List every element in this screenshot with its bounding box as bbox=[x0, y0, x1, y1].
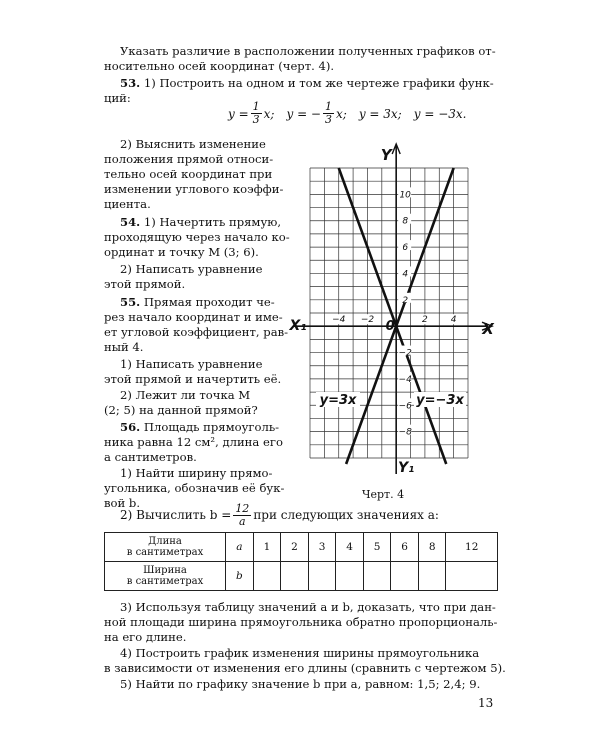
formula-2-lhs: y = − bbox=[286, 106, 321, 121]
task-56-after-3: на его длине. bbox=[104, 630, 187, 644]
table-cell bbox=[253, 562, 281, 591]
task-54-number: 54. bbox=[120, 215, 141, 229]
task-55-number: 55. bbox=[120, 295, 141, 309]
task-56-part2-pre: 2) Вычислить b = bbox=[120, 508, 232, 522]
y-tick-label: 6 bbox=[402, 243, 409, 254]
chart-grid bbox=[310, 168, 468, 458]
task-55-line-3: ет угловой коэффициент, рав- bbox=[104, 325, 289, 339]
table-cell: 1 bbox=[253, 533, 281, 562]
task-53-part2-line-5: циента. bbox=[104, 197, 151, 211]
task-56-line-2: ника равна 12 см², длина его bbox=[104, 435, 283, 449]
task-54-line-5: этой прямой. bbox=[104, 277, 186, 291]
task-55-text-1: Прямая проходит че- bbox=[143, 295, 275, 309]
task-55-line-4: ный 4. bbox=[104, 340, 144, 354]
table-row-width bbox=[105, 562, 498, 591]
y-tick-label: −6 bbox=[398, 401, 412, 412]
y-tick-label: 10 bbox=[399, 190, 411, 201]
x1-axis-label: X₁ bbox=[289, 318, 307, 335]
task-54-line-2: проходящую через начало ко- bbox=[104, 230, 290, 244]
origin-label: 0 bbox=[385, 319, 395, 335]
task-56-after-1: 3) Используя таблицу значений a и b, доказать, что при дан- bbox=[120, 600, 496, 614]
row-length-label-1: Длина bbox=[148, 536, 182, 547]
task-56-line-5: угольника, обозначив её бук- bbox=[104, 481, 285, 495]
task-55-line-2: рез начало координат и име- bbox=[104, 310, 283, 324]
formula-2-fraction bbox=[323, 101, 334, 126]
figure-caption: Черт. 4 bbox=[362, 488, 405, 501]
formula-2-numerator: 1 bbox=[325, 100, 332, 113]
row-length-label-2: в сантиметрах bbox=[126, 547, 204, 558]
task-56-after-5: в зависимости от изменения его длины (сравнить с чертежом 5). bbox=[104, 661, 506, 675]
task-54-line-3: ординат и точку M (3; 6). bbox=[104, 245, 259, 259]
task-53-line-1: 1) Построить на одном и том же чертеже графики функ- bbox=[143, 76, 494, 90]
task-56-line-4: 1) Найти ширину прямо- bbox=[120, 466, 273, 480]
chart-axes bbox=[294, 144, 492, 474]
table-cell: 8 bbox=[418, 533, 446, 562]
task-56-fraction-num: 12 bbox=[235, 501, 250, 515]
table-cell: 2 bbox=[281, 533, 309, 562]
page-number: 13 bbox=[478, 696, 494, 710]
x-tick-label: 4 bbox=[450, 315, 457, 326]
table-cell bbox=[446, 562, 498, 591]
y-tick-label: 4 bbox=[402, 269, 409, 280]
task-54-line-4: 2) Написать уравнение bbox=[120, 262, 263, 276]
row-width-label bbox=[105, 562, 226, 591]
task-55-line-6: этой прямой и начертить её. bbox=[104, 372, 282, 386]
intro-line-2: носительно осей координат (черт. 4). bbox=[104, 59, 335, 73]
task-53-part2-line-2: положения прямой относи- bbox=[104, 152, 274, 166]
task-53-line-2: ций: bbox=[104, 91, 131, 105]
row-width-var: b bbox=[226, 562, 254, 591]
task-56-fraction bbox=[233, 503, 251, 528]
x-tick-label: −2 bbox=[360, 315, 375, 326]
task-56-after-4: 4) Построить график изменения ширины прямоугольника bbox=[120, 646, 480, 660]
x-tick-label: −4 bbox=[332, 315, 346, 326]
formula-1-lhs: y = bbox=[228, 106, 249, 121]
task-56-part2 bbox=[120, 500, 439, 530]
task-55-line-5: 1) Написать уравнение bbox=[120, 357, 263, 371]
task-53-number: 53. bbox=[120, 76, 141, 90]
row-length-label bbox=[105, 533, 226, 562]
task-56-line-3: a сантиметров. bbox=[104, 450, 197, 464]
task-56-number: 56. bbox=[120, 420, 141, 434]
formula-2-denominator: 3 bbox=[325, 113, 332, 126]
y-tick-label: 8 bbox=[402, 216, 409, 227]
table-cell bbox=[336, 562, 364, 591]
formula-1-fraction bbox=[251, 101, 262, 126]
table-cell: 12 bbox=[446, 533, 498, 562]
y-axis-label: Y bbox=[380, 146, 392, 164]
task-56-text-1: Площадь прямоуголь- bbox=[143, 420, 280, 434]
table-cell bbox=[363, 562, 391, 591]
intro-line-1: Указать различие в расположении полученных графиков от- bbox=[120, 44, 496, 58]
table-cell: 6 bbox=[391, 533, 419, 562]
table-cell: 3 bbox=[308, 533, 336, 562]
table-cell: 4 bbox=[336, 533, 364, 562]
task-55-line-8: (2; 5) на данной прямой? bbox=[104, 403, 258, 417]
task-53-part2-line-3: тельно осей координат при bbox=[104, 167, 273, 181]
x-axis-label: X bbox=[482, 320, 494, 339]
row-length-var: a bbox=[226, 533, 254, 562]
row-width-label-1: Ширина bbox=[143, 565, 187, 576]
y-tick-label: −8 bbox=[398, 427, 412, 438]
task-56-after-2: ной площади ширина прямоугольника обратно пропорциональ- bbox=[104, 615, 498, 629]
table-row-length bbox=[105, 533, 498, 562]
formula-2-var: x; bbox=[336, 106, 347, 121]
task-56-line-6: вой b. bbox=[104, 496, 141, 510]
task-56-part2-post: при следующих значениях a: bbox=[253, 508, 439, 522]
task-56-after-6: 5) Найти по графику значение b при a, равном: 1,5; 2,4; 9. bbox=[120, 677, 481, 691]
task-53-heading bbox=[120, 76, 494, 90]
task-53-part2-line-1: 2) Выяснить изменение bbox=[120, 137, 266, 151]
figure-4-chart bbox=[288, 140, 500, 486]
task-53-part2-line-4: изменении углового коэффи- bbox=[104, 182, 284, 196]
table-cell bbox=[281, 562, 309, 591]
task-54-text-1: 1) Начертить прямую, bbox=[143, 215, 282, 229]
table-cell bbox=[308, 562, 336, 591]
formula-1-var: x; bbox=[263, 106, 275, 121]
line-label-y-3x: y=3x bbox=[319, 393, 357, 408]
task-56-line-1 bbox=[120, 420, 279, 434]
y-tick-label: −4 bbox=[398, 374, 412, 385]
line-label-y-minus-3x: y=−3x bbox=[416, 393, 464, 408]
formula-3: y = 3x; bbox=[358, 106, 402, 121]
formula-1-denominator: 3 bbox=[252, 113, 260, 126]
y1-axis-label: Y₁ bbox=[398, 460, 415, 476]
task-55-line-7: 2) Лежит ли точка M bbox=[120, 388, 251, 402]
formula-1-numerator: 1 bbox=[252, 100, 260, 113]
formula-4: y = −3x. bbox=[413, 106, 467, 121]
task-54-line-1 bbox=[120, 215, 281, 229]
y-tick-label: −2 bbox=[398, 348, 412, 359]
task-55-line-1 bbox=[120, 295, 275, 309]
y-tick-label: 2 bbox=[402, 295, 409, 306]
task-56-fraction-den: a bbox=[239, 514, 246, 528]
table-cell: 5 bbox=[363, 533, 391, 562]
task-53-formulas bbox=[228, 101, 466, 126]
x-tick-label: 2 bbox=[422, 315, 428, 326]
table-cell bbox=[391, 562, 419, 591]
table-cell bbox=[418, 562, 446, 591]
row-width-label-2: в сантиметрах bbox=[126, 576, 204, 587]
values-table bbox=[104, 532, 498, 591]
